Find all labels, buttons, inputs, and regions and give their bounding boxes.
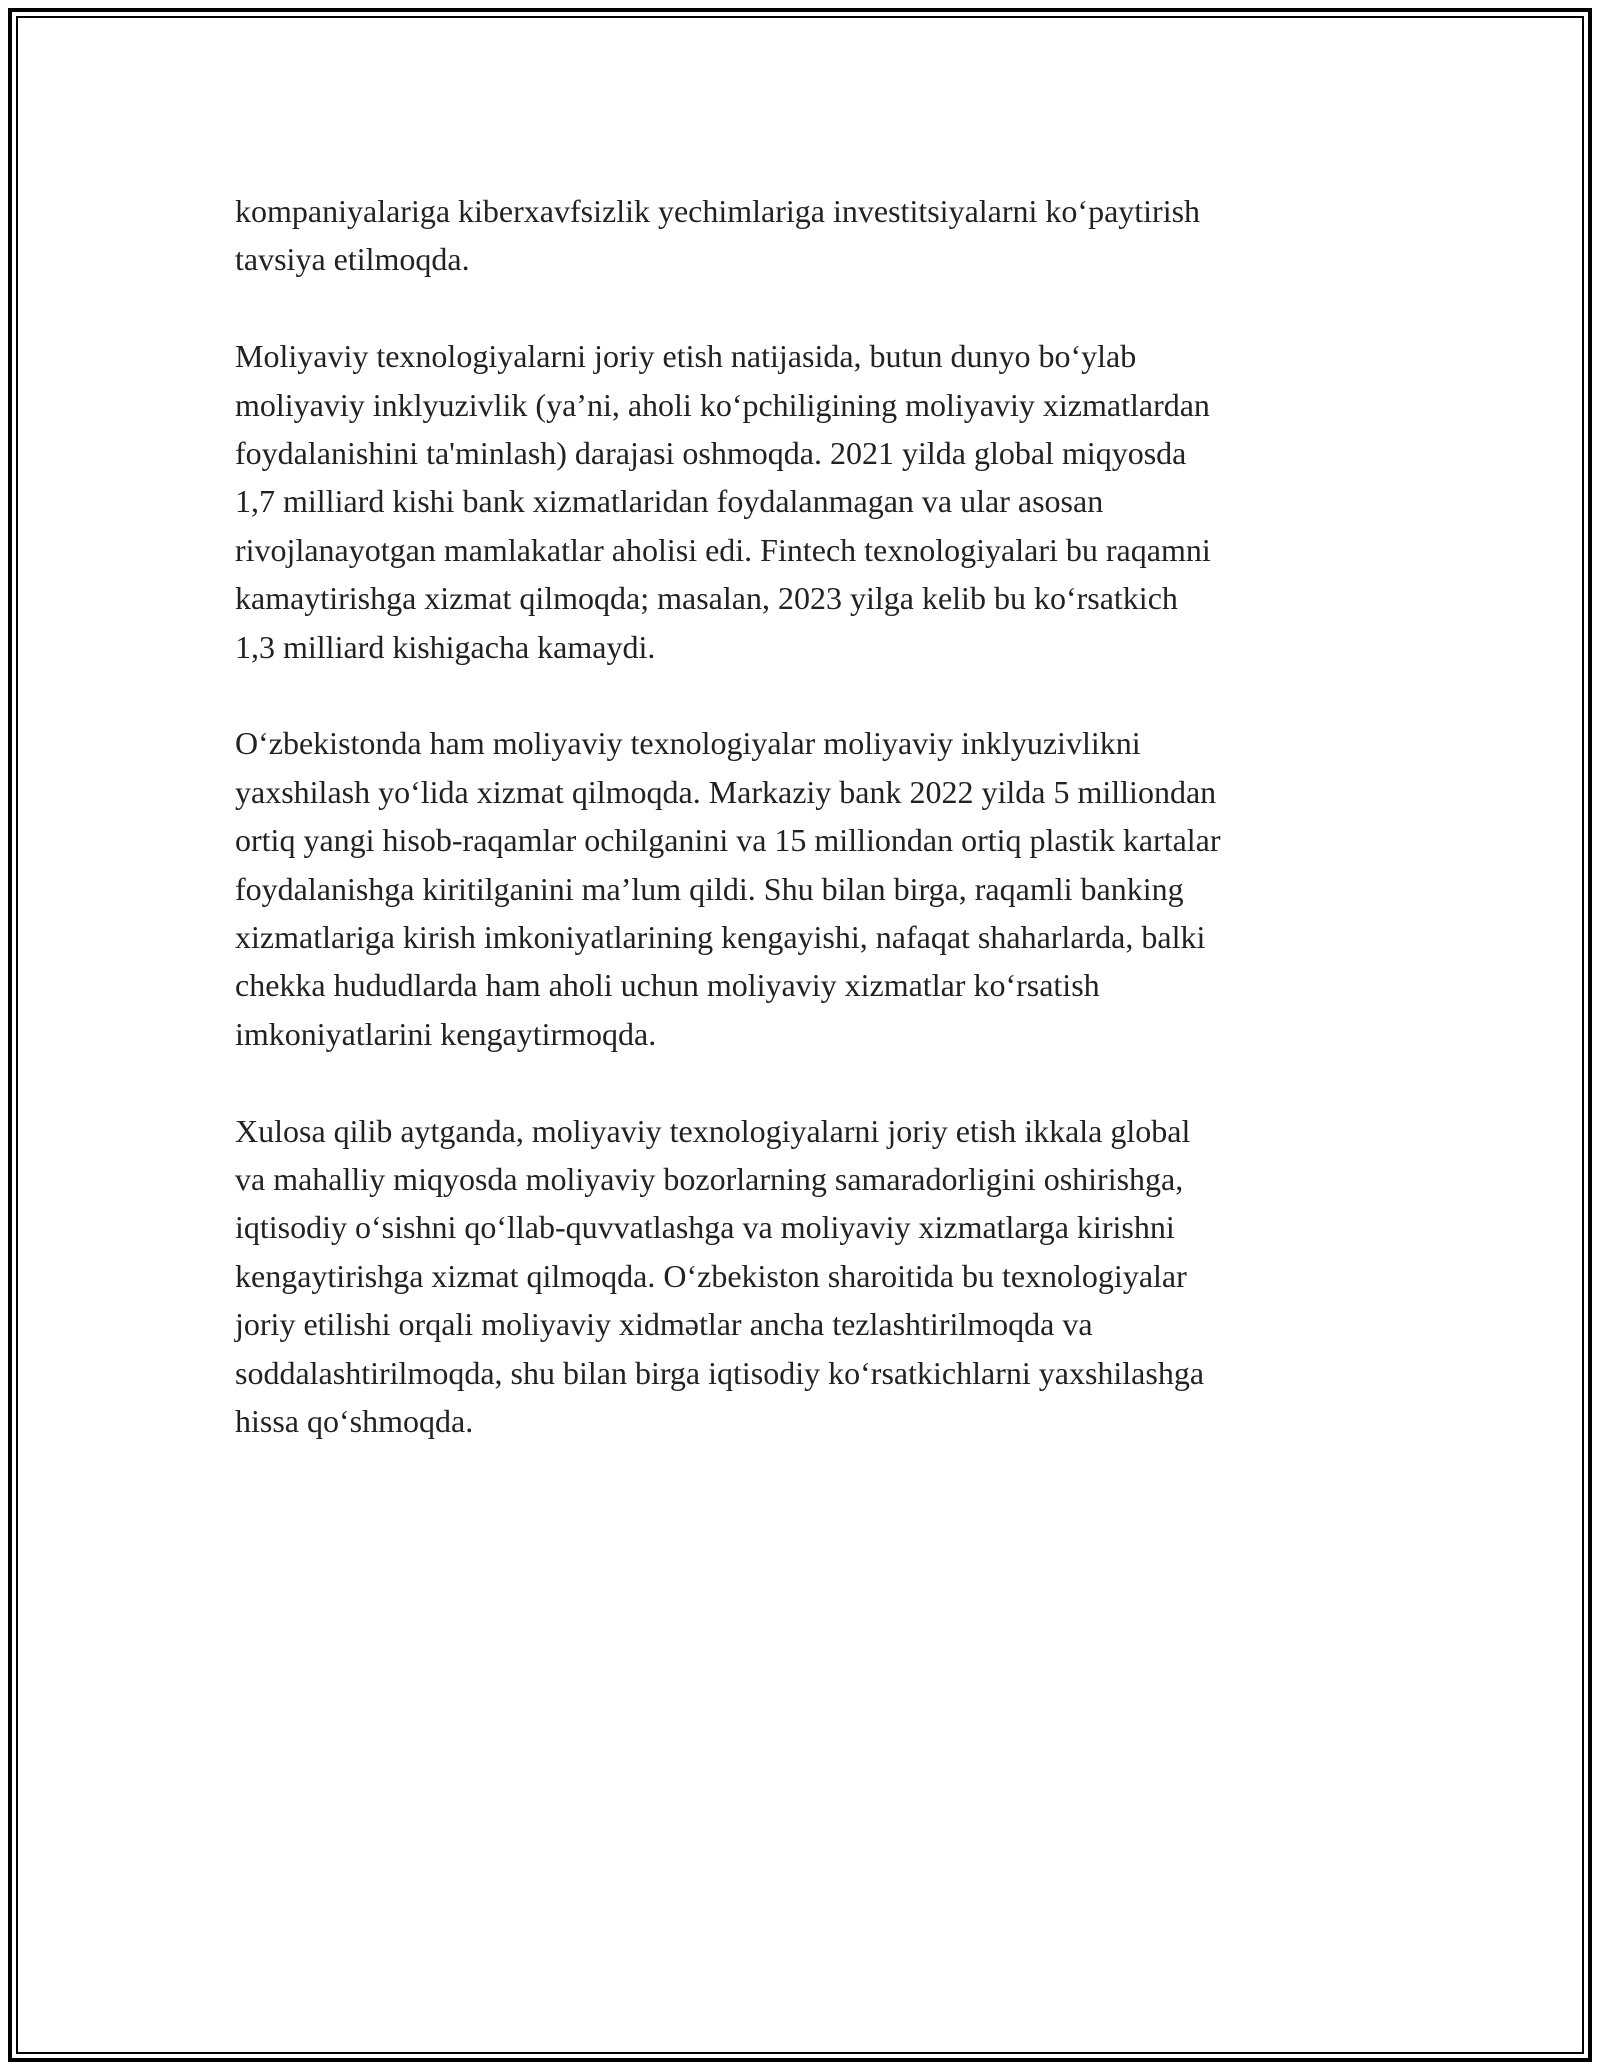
- text-line: Xulosa qilib aytganda, moliyaviy texnologiyalarni joriy etish ikkala global: [235, 1112, 1191, 1149]
- text-line: tavsiya etilmoqda.: [235, 241, 470, 278]
- text-line: rivojlanayotgan mamlakatlar aholisi edi. Fintech texnologiyalari bu raqamni: [235, 531, 1211, 568]
- text-line: joriy etilishi orqali moliyaviy xidmətlar ancha tezlashtirilmoqda va: [235, 1306, 1093, 1343]
- text-line: kengaytirishga xizmat qilmoqda. O‘zbekiston sharoitida bu texnologiyalar: [235, 1257, 1187, 1294]
- text-line: imkoniyatlarini kengaytirmoqda.: [235, 1015, 657, 1052]
- text-line: iqtisodiy o‘sishni qo‘llab-quvvatlashga va moliyaviy xizmatlarga kirishni: [235, 1209, 1175, 1246]
- paragraph-financial-inclusion-global: [235, 332, 1415, 671]
- text-line: 1,7 milliard kishi bank xizmatlaridan foydalanmagan va ular asosan: [235, 483, 1104, 520]
- text-line: O‘zbekistonda ham moliyaviy texnologiyalar moliyaviy inklyuzivlikni: [235, 725, 1141, 762]
- paragraph-uzbekistan-inclusion: [235, 719, 1415, 1058]
- text-line: Moliyaviy texnologiyalarni joriy etish natijasida, butun dunyo bo‘ylab: [235, 338, 1137, 375]
- text-line: xizmatlariga kirish imkoniyatlarining kengayishi, nafaqat shaharlarda, balki: [235, 919, 1206, 956]
- text-line: va mahalliy miqyosda moliyaviy bozorlarning samaradorligini oshirishga,: [235, 1161, 1184, 1198]
- text-line: soddalashtirilmoqda, shu bilan birga iqtisodiy ko‘rsatkichlarni yaxshilashga: [235, 1354, 1205, 1391]
- text-line: hissa qo‘shmoqda.: [235, 1403, 474, 1440]
- paragraph-conclusion: [235, 1107, 1415, 1446]
- text-line: kompaniyalariga kiberxavfsizlik yechimlariga investitsiyalarni ko‘paytirish: [235, 193, 1201, 229]
- paragraph-cybersecurity-recommendation: [235, 187, 1415, 284]
- text-line: moliyaviy inklyuzivlik (ya’ni, aholi ko‘pchiligining moliyaviy xizmatlardan: [235, 386, 1210, 423]
- text-line: yaxshilash yo‘lida xizmat qilmoqda. Markaziy bank 2022 yilda 5 milliondan: [235, 773, 1217, 810]
- document-body: [235, 187, 1415, 1494]
- text-line: ortiq yangi hisob-raqamlar ochilganini va 15 milliondan ortiq plastik kartalar: [235, 822, 1221, 859]
- text-line: foydalanishini ta'minlash) darajasi oshmoqda. 2021 yilda global miqyosda: [235, 435, 1187, 472]
- text-line: foydalanishga kiritilganini ma’lum qildi. Shu bilan birga, raqamli banking: [235, 870, 1184, 907]
- text-line: chekka hududlarda ham aholi uchun moliyaviy xizmatlar ko‘rsatish: [235, 967, 1100, 1004]
- text-line: 1,3 milliard kishigacha kamaydi.: [235, 628, 656, 665]
- text-line: kamaytirishga xizmat qilmoqda; masalan, 2023 yilga kelib bu ko‘rsatkich: [235, 580, 1178, 617]
